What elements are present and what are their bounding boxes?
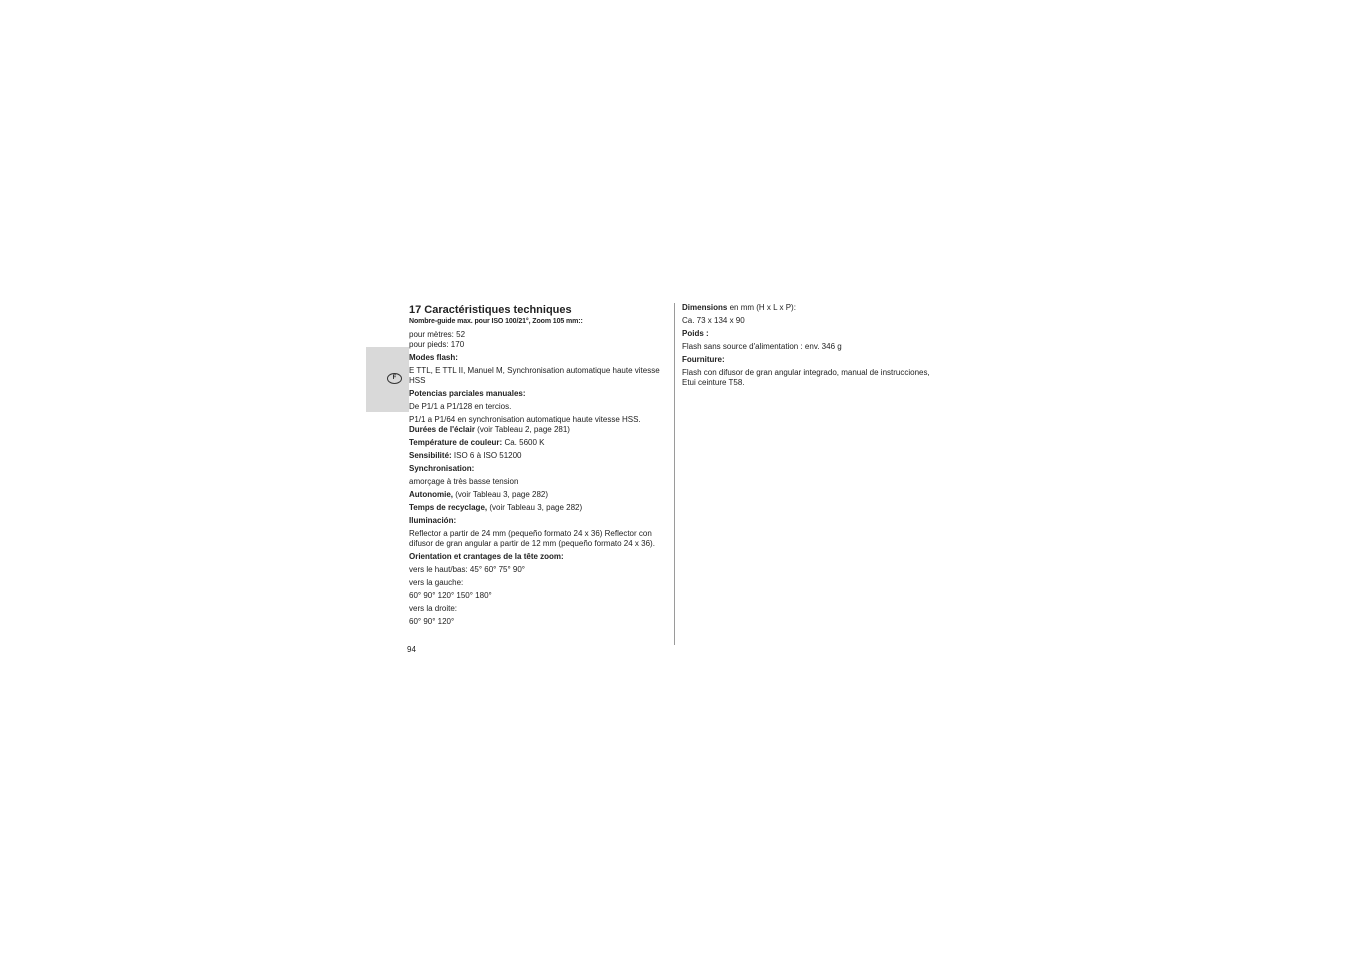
orientation-right-values: 60° 90° 120°	[409, 617, 455, 626]
left-column	[409, 303, 671, 630]
language-badge: F	[387, 373, 402, 384]
color-temperature-value: Ca. 5600 K	[502, 438, 545, 447]
flash-duration-row	[409, 425, 671, 435]
orientation-left-values: 60° 90° 120° 150° 180°	[409, 591, 492, 600]
dimensions-value: Ca. 73 x 134 x 90	[682, 316, 745, 325]
dimensions-unit: en mm (H x L x P):	[727, 303, 796, 312]
color-temperature-row	[409, 438, 671, 448]
orientation-right-label: vers la droite:	[409, 604, 458, 613]
color-temperature-label: Température de couleur:	[409, 438, 503, 447]
recycle-label: Temps de recyclage,	[409, 503, 488, 512]
recycle-row	[409, 503, 671, 513]
sync-label: Synchronisation:	[409, 464, 475, 473]
dimensions-row	[682, 303, 932, 313]
orientation-label: Orientation et crantages de la tête zoom:	[409, 552, 564, 561]
sync-value: amorçage à très basse tension	[409, 477, 519, 486]
column-divider	[674, 303, 675, 645]
illumination-label: Iluminación:	[409, 516, 457, 525]
manual-power-value-1: De P1/1 a P1/128 en tercios.	[409, 402, 512, 411]
guide-number-feet: pour pieds: 170	[409, 340, 465, 349]
sensitivity-row	[409, 451, 671, 461]
guide-number-heading: Nombre-guide max. pour ISO 100/21°, Zoom 105 mm::	[409, 318, 583, 325]
guide-number-meters: pour mètres: 52	[409, 330, 466, 339]
section-title: 17 Caractéristiques techniques	[409, 304, 572, 316]
autonomy-value: (voir Tableau 3, page 282)	[453, 490, 549, 499]
autonomy-row	[409, 490, 671, 500]
sensitivity-value: ISO 6 à ISO 51200	[451, 451, 522, 460]
illumination-value: Reflector a partir de 24 mm (pequeño formato 24 x 36) Reflector con difusor de gran angular a partir de 12 mm (pequeño formato 24 x 36).	[409, 529, 655, 548]
supply-label: Fourniture:	[682, 355, 725, 364]
flash-duration-value: (voir Tableau 2, page 281)	[474, 425, 570, 434]
flash-modes-label: Modes flash:	[409, 353, 458, 362]
manual-power-value-2: P1/1 a P1/64 en synchronisation automatique haute vitesse HSS.	[409, 415, 641, 424]
flash-duration-label: Durées de l'éclair	[409, 425, 475, 434]
page-number: 94	[407, 645, 416, 654]
manual-power-label: Potencias parciales manuales:	[409, 389, 526, 398]
dimensions-label: Dimensions	[682, 303, 728, 312]
weight-value: Flash sans source d'alimentation : env. 346 g	[682, 342, 842, 351]
right-column	[682, 303, 932, 391]
recycle-value: (voir Tableau 3, page 282)	[487, 503, 583, 512]
supply-value: Flash con difusor de gran angular integrado, manual de instrucciones, Etui ceinture T58.	[682, 368, 930, 387]
orientation-left-label: vers la gauche:	[409, 578, 464, 587]
sensitivity-label: Sensibilité:	[409, 451, 452, 460]
weight-label: Poids :	[682, 329, 709, 338]
autonomy-label: Autonomie,	[409, 490, 453, 499]
flash-modes-value: E TTL, E TTL II, Manuel M, Synchronisation automatique haute vitesse HSS	[409, 366, 660, 385]
orientation-up-down: vers le haut/bas: 45° 60° 75° 90°	[409, 565, 525, 574]
language-side-tab	[366, 347, 409, 412]
